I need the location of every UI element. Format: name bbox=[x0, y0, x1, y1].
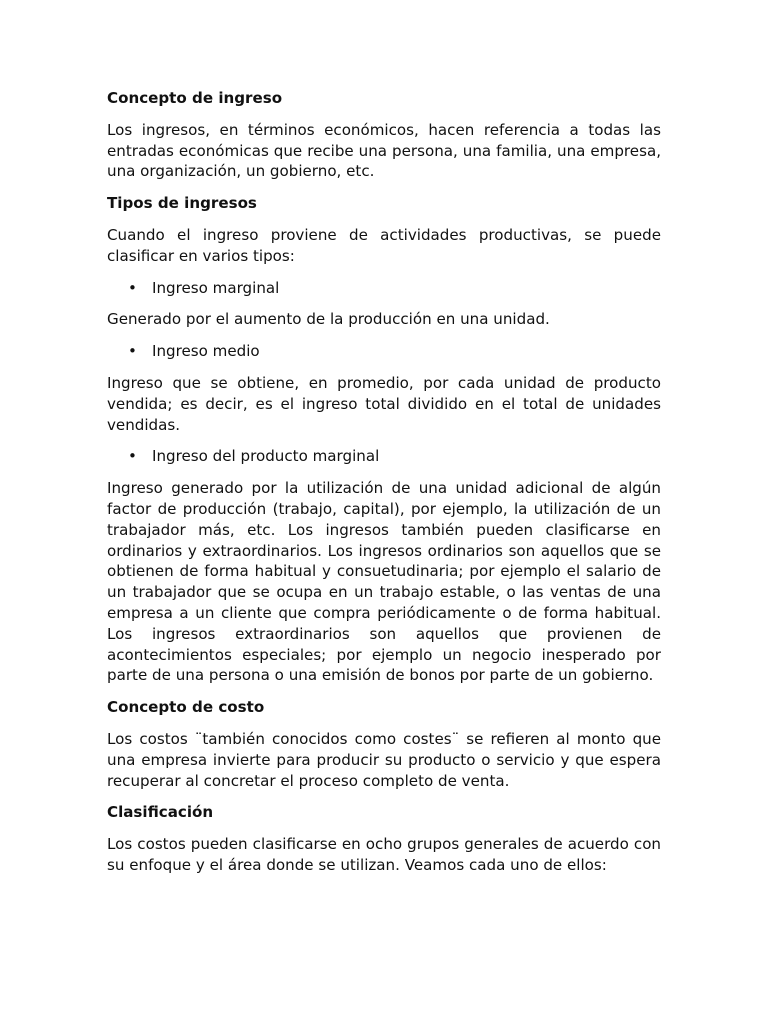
bullet-item-ingreso-marginal bbox=[107, 278, 661, 299]
heading-tipos-ingresos: Tipos de ingresos bbox=[107, 194, 257, 213]
bullet-item-ingreso-medio bbox=[107, 341, 661, 362]
paragraph-ingreso-producto-marginal: Ingreso generado por la utilización de una unidad adicional de algún factor de producción (trabajo, capital), por ejemplo, la utilización de un trabajador más, etc. Los ingresos también pueden clasificarse en ordinarios y extraordinarios. Los ingresos ordinarios son aquellos que se obtienen de forma habitual y consuetudinaria; por ejemplo el salario de un trabajador que se ocupa en un trabajo estable, o las ventas de una empresa a un cliente que compra periódicamente o de forma habitual. Los ingresos extraordinarios son aquellos que provienen de acontecimientos especiales; por ejemplo un negocio inesperado por parte de una persona o una emisión de bonos por parte de un gobierno. bbox=[107, 479, 661, 685]
paragraph-classification: Los costos pueden clasificarse en ocho grupos generales de acuerdo con su enfoque y el área donde se utilizan. Veamos cada uno de ellos: bbox=[107, 835, 661, 874]
heading-concepto-ingreso: Concepto de ingreso bbox=[107, 89, 283, 107]
bullet-item-ingreso-producto-marginal bbox=[107, 446, 661, 467]
bullet-label: Ingreso del producto marginal bbox=[152, 447, 380, 466]
paragraph-income-definition: Los ingresos, en términos económicos, hacen referencia a todas las entradas económicas que recibe una persona, una familia, una empresa, una organización, un gobierno, etc. bbox=[107, 120, 661, 181]
bullet-label: Ingreso medio bbox=[152, 342, 260, 361]
paragraph-ingreso-marginal: Generado por el aumento de la producción en una unidad. bbox=[107, 310, 550, 329]
heading-clasificacion: Clasificación bbox=[107, 803, 214, 822]
document-page bbox=[107, 88, 661, 887]
paragraph-cost-definition: Los costos ¨también conocidos como costes¨ se refieren al monto que una empresa invierte para producir su producto o servicio y que espera recuperar al concretar el proceso completo de venta. bbox=[107, 729, 661, 790]
paragraph-ingreso-medio: Ingreso que se obtiene, en promedio, por cada unidad de producto vendida; es decir, es el ingreso total dividido en el total de unidades vendidas. bbox=[107, 373, 661, 434]
bullet-icon: • bbox=[128, 278, 137, 297]
bullet-label: Ingreso marginal bbox=[152, 278, 280, 297]
paragraph-types-intro: Cuando el ingreso proviene de actividades productivas, se puede clasificar en varios tipos: bbox=[107, 225, 661, 265]
bullet-icon: • bbox=[128, 342, 137, 361]
heading-concepto-costo: Concepto de costo bbox=[107, 698, 265, 717]
bullet-icon: • bbox=[128, 447, 137, 466]
